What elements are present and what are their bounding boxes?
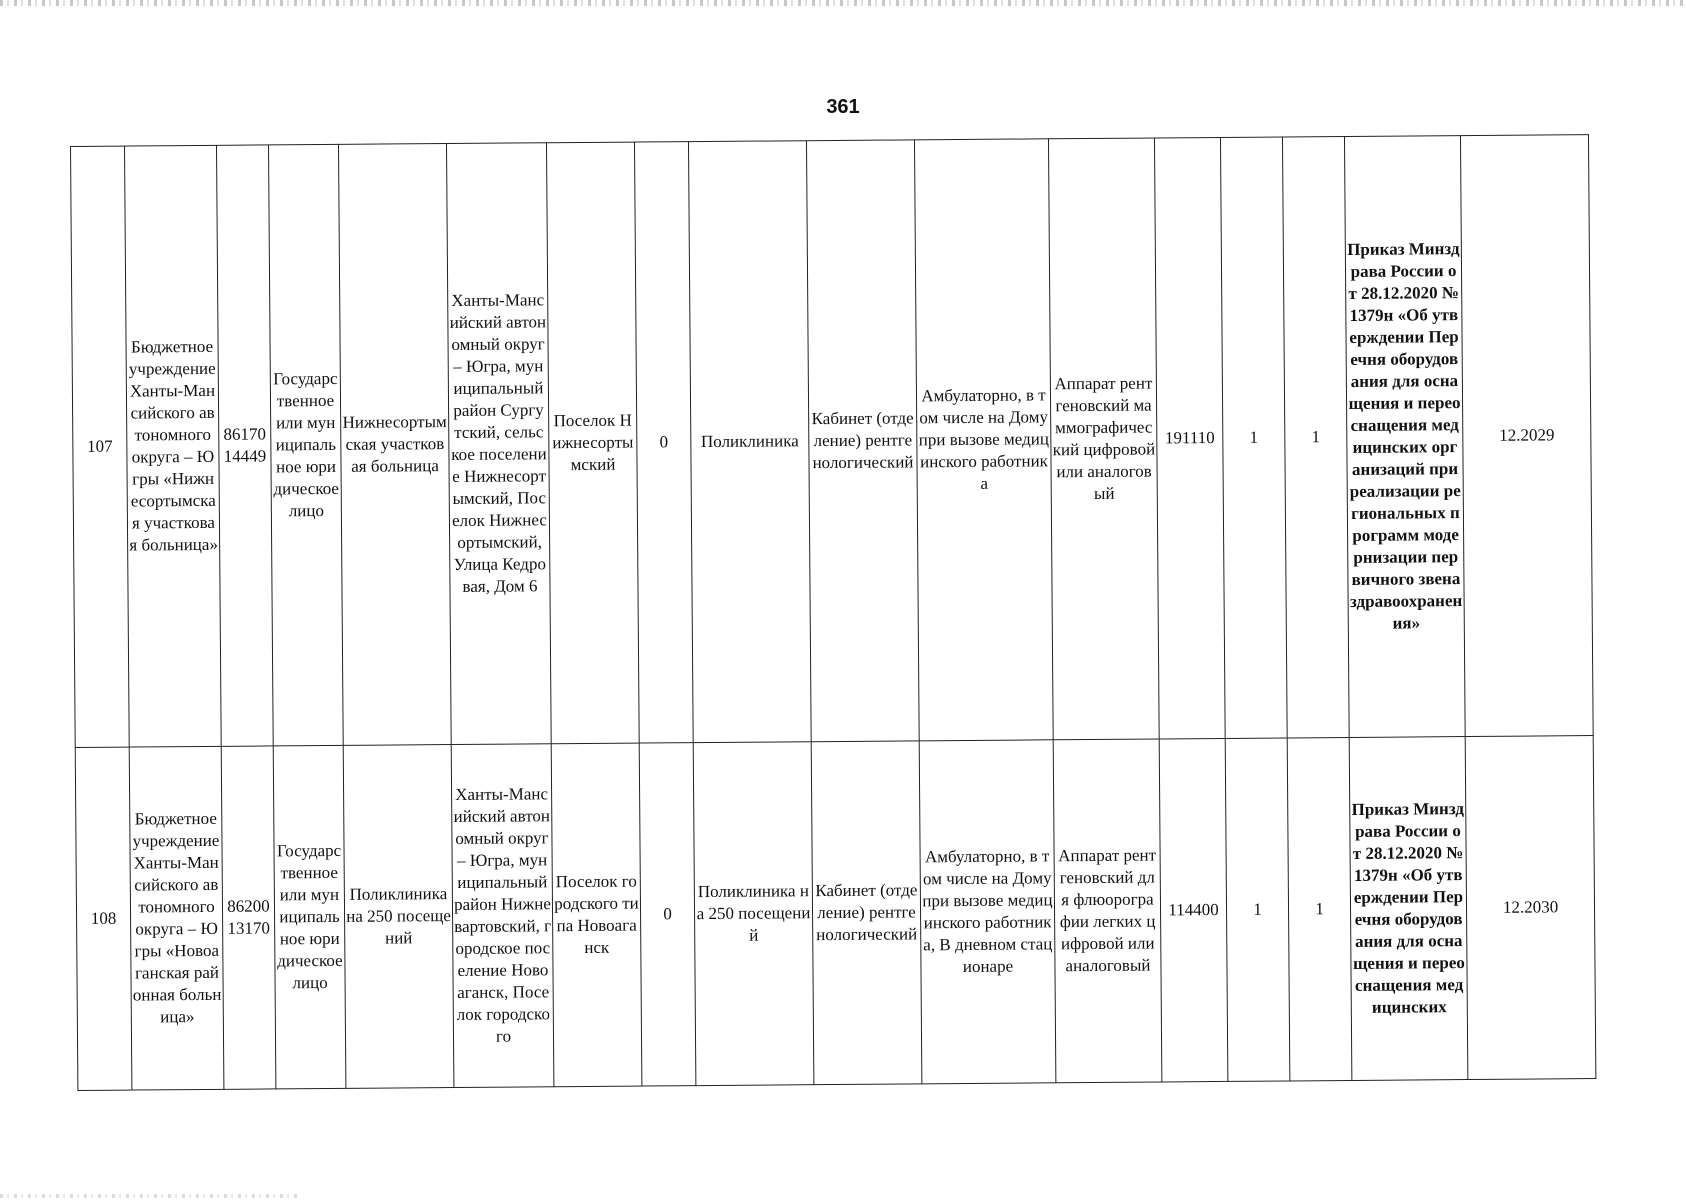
table-row [75, 736, 1596, 1091]
zero-cell: 0 [639, 743, 696, 1086]
organization-type-cell: Государственное или муниципальное юридическое лицо [268, 144, 343, 746]
quantity-a-cell: 1 [1225, 738, 1290, 1081]
cabinet-cell: Кабинет (отделение) рентгенологический [806, 140, 919, 742]
unit-cell: Поликлиника [688, 141, 811, 743]
equipment-table [70, 134, 1596, 1091]
equipment-cell: Аппарат рентгеновский для флюорографии легких цифровой или аналоговый [1053, 739, 1162, 1083]
conditions-cell: Амбулаторно, в том числе на Дому при вызове медицинского работника, В дневном стационаре [919, 740, 1056, 1084]
zero-cell: 0 [634, 142, 693, 743]
order-cell: Приказ Минздрава России от 28.12.2020 № 1379н «Об утверждении Перечня оборудования для оснащения и переоснащения медицинских организаций при реализации региональных программ модернизации первичного звена здравоохранения» [1344, 136, 1465, 738]
inn-cell: 8617014449 [216, 145, 273, 746]
table-container [70, 134, 1595, 1091]
scan-edge-bottom [0, 1194, 300, 1198]
quantity-a-cell: 1 [1220, 137, 1287, 738]
scan-edge-top [0, 0, 1686, 6]
date-cell: 12.2030 [1465, 736, 1596, 1080]
order-cell: Приказ Минздрава России от 28.12.2020 № 1379н «Об утверждении Перечня оборудования для оснащения и переоснащения медицинских [1349, 737, 1468, 1081]
conditions-cell: Амбулаторно, в том числе на Дому при вызове медицинского работника [914, 139, 1053, 741]
inn-cell: 8620013170 [221, 746, 276, 1089]
organization-type-cell: Государственное или муниципальное юридическое лицо [273, 745, 346, 1089]
date-cell: 12.2029 [1460, 135, 1593, 737]
equipment-cell: Аппарат рентгеновский маммографический цифровой или аналоговый [1048, 138, 1159, 740]
code-cell: 191110 [1154, 137, 1225, 738]
cabinet-cell: Кабинет (отделение) рентгенологический [811, 741, 922, 1085]
quantity-b-cell: 1 [1282, 136, 1349, 737]
settlement-cell: Поселок Нижнесортымский [546, 142, 639, 744]
row-number-cell: 108 [75, 747, 132, 1090]
table-row [71, 135, 1594, 748]
facility-cell: Нижнесортымская участковая больница [338, 144, 451, 746]
address-cell: Ханты-Мансийский автономный округ – Югра, муниципальный район Нижневартовский, городское поселение Новоаганск, Поселок городского [451, 744, 554, 1088]
address-cell: Ханты-Мансийский автономный округ – Югра, муниципальный район Сургутский, сельское поселение Нижнесортымский, Поселок Нижнесортымский, Улица Кедровая, Дом 6 [446, 143, 551, 745]
organization-name-cell: Бюджетное учреждение Ханты-Мансийского автономного округа – Югры «Новоаганская районная больница» [129, 746, 224, 1090]
row-number-cell: 107 [71, 146, 130, 747]
unit-cell: Поликлиника на 250 посещений [693, 742, 814, 1086]
page-number: 361 [826, 96, 860, 118]
code-cell: 114400 [1159, 738, 1228, 1082]
quantity-b-cell: 1 [1287, 737, 1352, 1080]
organization-name-cell: Бюджетное учреждение Ханты-Мансийского автономного округа – Югры «Нижнесортымская участковая больница» [125, 145, 222, 747]
facility-cell: Поликлиника на 250 посещений [343, 745, 454, 1089]
settlement-cell: Поселок городского типа Новоаганск [551, 743, 642, 1087]
